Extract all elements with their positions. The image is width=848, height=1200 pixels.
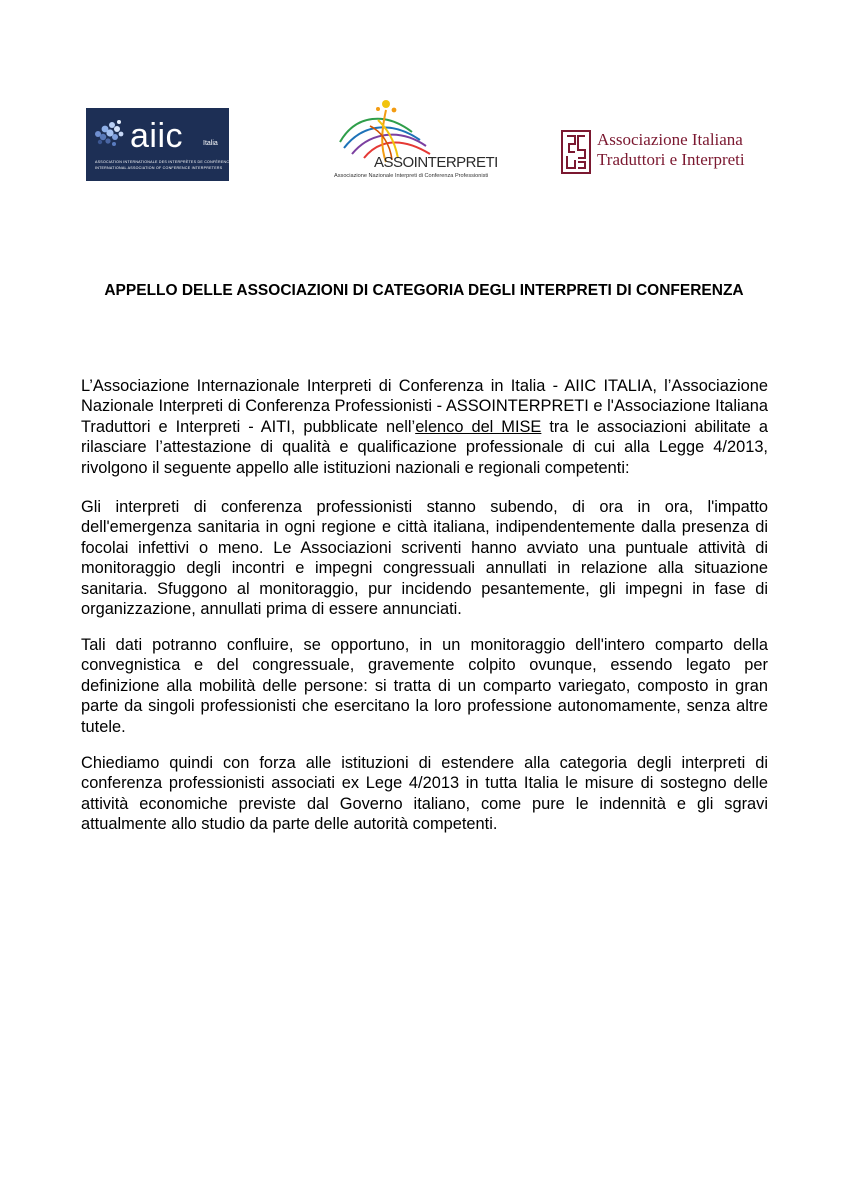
assointerpreti-logo (334, 98, 498, 184)
aiic-country: Italia (203, 140, 218, 147)
paragraph-intro (81, 376, 768, 478)
aiic-subtitle-fr: ASSOCIATION INTERNATIONALE DES INTERPRÈTES DE CONFÉRENCE (95, 160, 232, 164)
mise-list-link[interactable]: elenco del MISE (415, 417, 542, 436)
assointerpreti-swirl-icon (334, 98, 480, 184)
aiti-name-line2: Traduttori e Interpreti (597, 150, 745, 169)
paragraph-impact: Gli interpreti di conferenza professionisti stanno subendo, di ora in ora, l'impatto dell'emergenza sanitaria in ogni regione e città italiana, indipendentemente dalla presenza di focolai infettivi o meno. Le Associazioni scriventi hanno avviato una puntuale attività di monitoraggio degli incontri e impegni congressuali annullati in relazione alla situazione sanitaria. Sfuggono al monitoraggio, pur incidendo pesantemente, gli impegni in fase di organizzazione, annullati prima di essere annunciati. (81, 498, 768, 619)
aiti-name-line1: Associazione Italiana (597, 130, 743, 149)
paragraph-request: Chiediamo quindi con forza alle istituzioni di estendere alla categoria degli interpreti di conferenza professionisti associati ex Lege 4/2013 in tutta Italia le misure di sostegno delle attività economiche previste dal Governo italiano, come pure le indennità e gli sgravi attualmente allo studio da parte delle autorità competenti. (81, 754, 768, 834)
assointerpreti-wordmark: ASSOINTERPRETI (374, 154, 498, 171)
aiic-logo (86, 108, 232, 181)
paragraph-monitoring: Tali dati potranno confluire, se opportuno, in un monitoraggio dell'intero comparto della convegnistica e del congressuale, gravemente colpito ovunque, essendo legato per definizione alla mobilità delle persone: si tratta di un comparto variegato, composto in gran parte da singoli professionisti che esercitano la loro professione autonomamente, senza altre tutele. (81, 636, 768, 736)
paragraph-intro-text: L’Associazione Internazionale Interpreti di Conferenza in Italia - AIIC ITALIA, l’Associazione Nazionale Interpreti di Conferenza Professionisti - ASSOINTERPRETI e l'Associazione Italiana Traduttori e Interpreti - AITI, pubblicate nell’ (81, 377, 768, 436)
aiic-wordmark: aiic (130, 117, 184, 155)
aiic-subtitle-en: INTERNATIONAL ASSOCIATION OF CONFERENCE INTERPRETERS (95, 166, 223, 170)
assointerpreti-subtitle: Associazione Nazionale Interpreti di Conferenza Professionisti (334, 173, 489, 179)
document-title: APPELLO DELLE ASSOCIAZIONI DI CATEGORIA DEGLI INTERPRETI DI CONFERENZA (104, 282, 744, 299)
paragraph-intro-text-end: tra le associazioni abilitate a rilasciare l’attestazione di qualità e qualificazione professionale di cui alla Legge 4/2013, rivolgono il seguente appello alle istituzioni nazionali e regionali competenti: (81, 417, 768, 477)
aiti-logo (561, 128, 766, 176)
aiti-emblem-icon (561, 130, 591, 174)
